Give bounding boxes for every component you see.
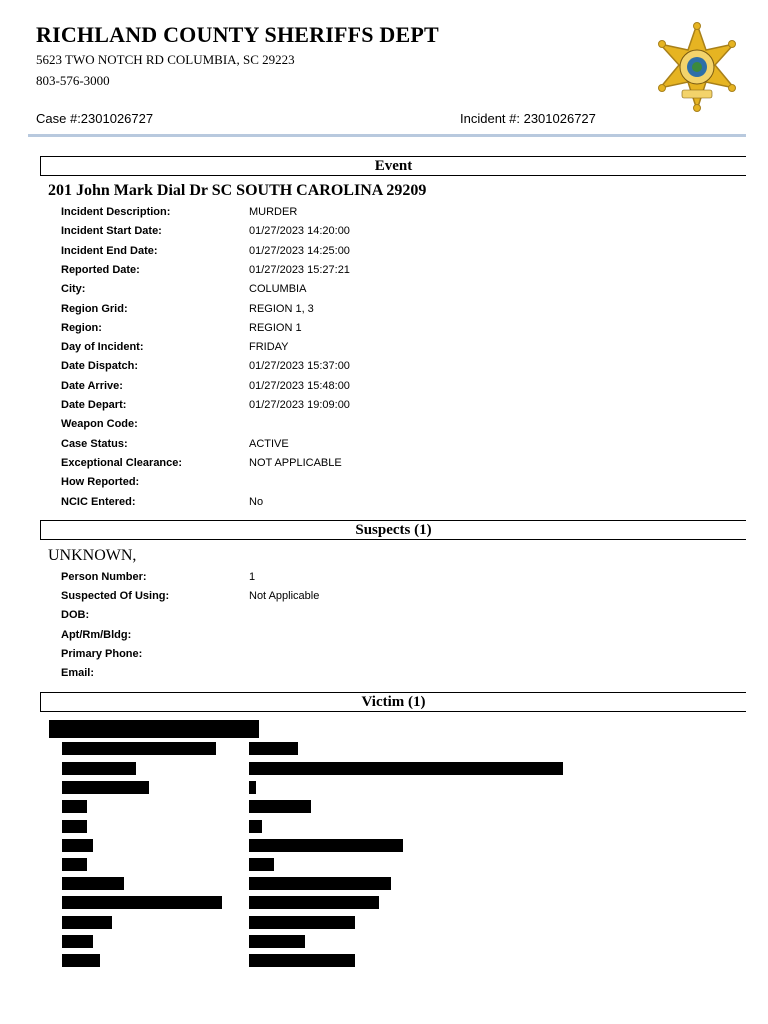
redacted-value (249, 877, 391, 890)
redacted-value (249, 781, 256, 794)
field-label: Exceptional Clearance: (61, 456, 183, 469)
redacted-label (62, 896, 222, 909)
field-row (61, 341, 741, 360)
field-row (61, 399, 741, 418)
sheriff-badge-icon (652, 22, 742, 112)
field-label: Date Dispatch: (61, 360, 139, 373)
redacted-label (62, 742, 216, 755)
field-row (61, 476, 741, 495)
redacted-label (62, 877, 124, 890)
field-value: FRIDAY (249, 341, 289, 354)
field-value: 01/27/2023 15:48:00 (249, 379, 350, 392)
redacted-value (249, 742, 298, 755)
field-row (61, 264, 741, 283)
field-row (61, 418, 741, 437)
redacted-label (62, 820, 87, 833)
department-address: 5623 TWO NOTCH RD COLUMBIA, SC 29223 (36, 52, 295, 67)
field-label: Person Number: (61, 571, 147, 583)
field-row (61, 225, 741, 244)
suspects-section-header: Suspects (1) (40, 520, 746, 540)
field-label: How Reported: (61, 476, 140, 489)
redacted-label (62, 935, 93, 948)
redacted-label (62, 800, 87, 813)
field-row (61, 648, 741, 667)
redacted-label (62, 954, 100, 967)
field-row (61, 590, 741, 609)
field-label: NCIC Entered: (61, 495, 136, 508)
field-label: Region Grid: (61, 302, 128, 315)
field-value: Not Applicable (249, 590, 320, 603)
field-label: Incident End Date: (61, 244, 158, 257)
field-label: Date Depart: (61, 399, 127, 411)
field-row (61, 496, 741, 515)
field-row (61, 322, 741, 341)
redacted-value (249, 800, 311, 813)
redacted-label (62, 762, 136, 775)
header-divider (28, 134, 746, 137)
field-value: 01/27/2023 14:25:00 (249, 244, 350, 257)
field-value: 01/27/2023 15:37:00 (249, 360, 350, 373)
event-location: 201 John Mark Dial Dr SC SOUTH CAROLINA 29209 (48, 182, 427, 199)
field-label: Apt/Rm/Bldg: (61, 628, 132, 641)
field-label: Suspected Of Using: (61, 590, 170, 603)
field-row (61, 438, 741, 457)
field-row (61, 283, 741, 302)
suspect-name: UNKNOWN, (48, 547, 137, 564)
redacted-value (249, 858, 274, 871)
field-label: Reported Date: (61, 263, 140, 276)
field-row (61, 609, 741, 628)
field-row (61, 245, 741, 264)
redacted-value (249, 916, 355, 929)
field-label: Weapon Code: (61, 418, 138, 431)
field-label: Case Status: (61, 437, 128, 450)
field-label: Incident Description: (61, 206, 171, 218)
redacted-value (249, 762, 563, 775)
field-row (61, 206, 741, 225)
field-row (61, 667, 741, 686)
redacted-label (62, 839, 93, 852)
field-row (61, 457, 741, 476)
field-value: MURDER (249, 206, 298, 218)
field-value: No (249, 495, 264, 508)
case-number: Case #:2301026727 (36, 111, 154, 126)
department-name: RICHLAND COUNTY SHERIFFS DEPT (36, 22, 439, 47)
field-value: COLUMBIA (249, 283, 307, 296)
field-row (61, 360, 741, 379)
redacted-victim-name (49, 720, 259, 738)
field-row (61, 380, 741, 399)
field-label: Email: (61, 667, 95, 679)
field-label: Date Arrive: (61, 379, 123, 392)
field-label: Region: (61, 321, 102, 334)
field-value: 1 (249, 571, 256, 583)
field-row (61, 303, 741, 322)
incident-number: Incident #: 2301026727 (460, 111, 596, 126)
field-value: REGION 1 (249, 321, 302, 334)
victim-section-header: Victim (1) (40, 692, 746, 712)
redacted-value (249, 820, 262, 833)
redacted-value (249, 896, 379, 909)
redacted-value (249, 935, 305, 948)
field-value: 01/27/2023 19:09:00 (249, 399, 350, 411)
field-value: 01/27/2023 15:27:21 (249, 263, 350, 276)
field-label: DOB: (61, 609, 90, 622)
department-phone: 803-576-3000 (36, 73, 110, 88)
field-label: City: (61, 283, 86, 296)
redacted-label (62, 858, 87, 871)
field-value: ACTIVE (249, 437, 289, 450)
field-label: Day of Incident: (61, 341, 144, 354)
redacted-value (249, 839, 403, 852)
field-value: 01/27/2023 14:20:00 (249, 225, 350, 238)
field-value: REGION 1, 3 (249, 302, 314, 315)
field-label: Incident Start Date: (61, 225, 162, 238)
field-row (61, 629, 741, 648)
redacted-value (249, 954, 355, 967)
field-row (61, 571, 741, 590)
field-value: NOT APPLICABLE (249, 456, 342, 469)
event-section-header: Event (40, 156, 746, 176)
redacted-label (62, 916, 112, 929)
redacted-label (62, 781, 149, 794)
field-label: Primary Phone: (61, 647, 143, 660)
